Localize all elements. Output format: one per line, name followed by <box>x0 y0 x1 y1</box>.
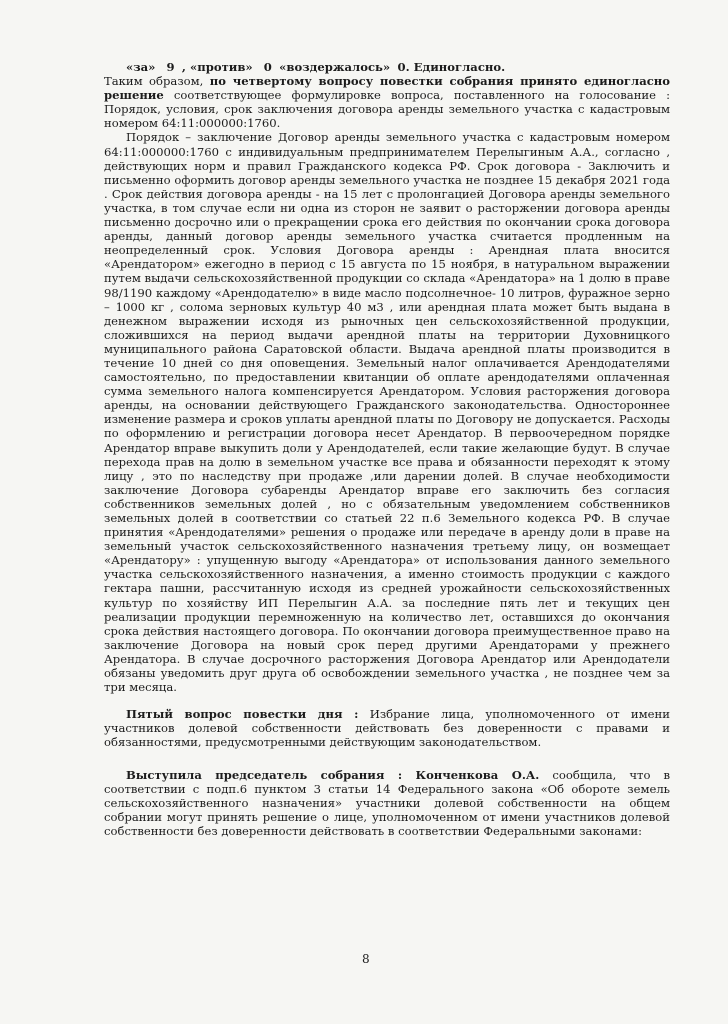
decision-text: соответствующее формулировке вопроса, поставленного на голосование : Порядок, условия, срок заключения договора аренды земельного участка с кадастровым номером 64:11:000000:1760. <box>104 88 671 131</box>
fifth-question-paragraph <box>104 707 670 749</box>
page-content <box>104 60 670 838</box>
vote-result-line <box>104 60 670 74</box>
vote-protiv-label: , «против» <box>181 60 253 74</box>
vote-abstain-label: «воздержалось» <box>279 60 391 74</box>
lease-terms-paragraph: Порядок – заключение Договор аренды земельного участка с кадастровым номером 64:11:000000:1760 с индивидуальным предпринимателем Перелыгиным А.А., согласно , действующих норм и правил Гражданского кодекса РФ. Срок договора - Заключить и письменно оформить договор аренды земельного участка не позднее 15 декабря 2021 года . Срок действия договора аренды - на 15 лет с пролонгацией Договора аренды земельного участка, в том случае если ни одна из сторон не заявит о расторжении договора аренды письменно досрочно или о прекращении срока его действия по окончании срока договора аренды, данный договор аренды земельного участка считается продленным на неопределенный срок. Условия Договора аренды : Арендная плата вносится «Арендатором» ежегодно в период с 15 августа по 15 ноября, в натуральном выражении путем выдачи сельскохозяйственной продукции со склада «Арендатора» на 1 долю в праве 98/1190 каждому «Арендодателю» в виде масло подсолнечное- 10 литров, фуражное зерно – 1000 кг , солома зерновых культур 40 м3 , или арендная плата может быть выдана в денежном выражении исходя из рыночных цен сельскохозяйственной продукции, сложившихся на период выдачи арендной платы на территории Духовницкого муниципального района Саратовской области. Выдача арендной платы производится в течение 10 дней со дня оповещения. Земельный налог оплачивается Арендодателями самостоятельно, по предоставлении квитанции об оплате арендодателями оплаченная сумма земельного налога компенсируется Арендатором. Условия расторжения договора аренды, на основании действующего Гражданского законодательства. Одностороннее изменение размера и сроков уплаты арендной платы по Договору не допускается. Расходы по оформлению и регистрации договора несет Арендатор. В первоочередном порядке Арендатор вправе выкупить доли у Арендодателей, если такие желающие будут. В случае перехода прав на долю в земельном участке все права и обязанности переходят к этому лицу , это по наследству при продаже ,или дарении долей. В случае необходимости заключение Договора субаренды Арендатор вправе его заключить без согласия собственников земельных долей , но с обязательным уведомлением собственников земельных долей в соответствии со статьей 22 п.6 Земельного кодекса РФ. В случае принятия «Арендодателями» решения о продаже или передаче в аренду доли в праве на земельный участок сельскохозяйственного назначения третьему лицу, он возмещает «Арендатору» : упущенную выгоду «Арендатора» от использования данного земельного участка сельскохозяйственного назначения, а именно стоимость продукции с каждого гектара пашни, рассчитанную исходя из средней урожайности сельскохозяйственных культур по хозяйству ИП Перелыгин А.А. за последние пять лет и текущих цен реализации продукции перемноженную на количество лет, оставшихся до окончания срока действия настоящего договора. По окончании договора преимущественное право на заключение Договора на новый срок перед другими Арендаторами у прежнего Арендатора. В случае досрочного расторжения Договора Арендатор или Арендодатели обязаны уведомить друг друга об освобождении земельного участка , не позднее чем за три месяца. <box>104 130 670 695</box>
fifth-question-text: Избрание лица, уполномоченного от имени участников долевой собственности действовать без доверенности с правами и обязанностями, предусмотренными действующим законодательством. <box>104 707 670 750</box>
vote-za-label: «за» <box>126 60 156 74</box>
vote-protiv-value: 0 <box>263 60 272 74</box>
vote-abstain-value: 0. Единогласно. <box>397 60 506 74</box>
speaker-paragraph <box>104 768 670 838</box>
decision-bold: по четвертому вопросу повестки собрания принято единогласно решение <box>104 74 670 103</box>
decision-paragraph <box>104 74 670 130</box>
vote-za-value: 9 <box>166 60 175 74</box>
speaker-text: сообщила, что в соответствии с подп.6 пунктом 3 статьи 14 Федерального закона «Об обороте земель сельскохозяйственного назначения» участники долевой собственности на общем собрании могут принять решение о лице, уполномоченном от имени участников долевой собственности без доверенности действовать в соответствии Федеральными законами: <box>104 767 671 838</box>
page-number: 8 <box>362 952 370 966</box>
fifth-question-heading: Пятый вопрос повестки дня : <box>126 707 359 722</box>
decision-lead: Таким образом, <box>104 74 204 89</box>
speaker-heading: Выступила председатель собрания : Конченкова О.А. <box>126 767 540 782</box>
